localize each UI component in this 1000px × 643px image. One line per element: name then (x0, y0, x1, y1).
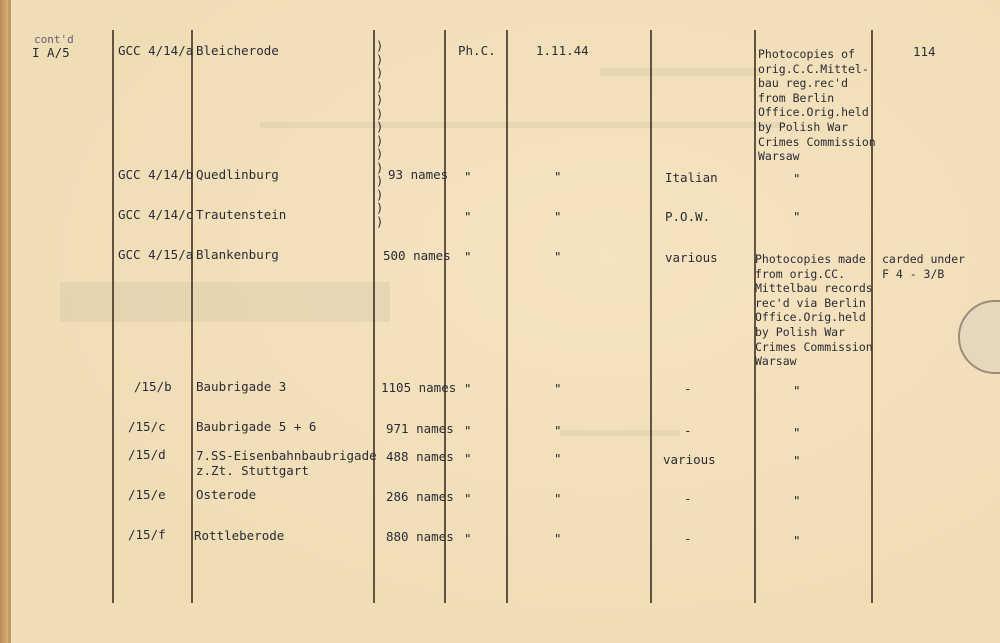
row-notes: " (793, 533, 801, 548)
column-rule (373, 30, 375, 603)
row-date: " (554, 169, 562, 184)
row-place: Rottleberode (194, 528, 285, 543)
row-place: Trautenstein (196, 207, 287, 222)
row-type: " (464, 491, 472, 506)
row-notes: " (793, 453, 801, 468)
row-count: 286 names (386, 489, 454, 504)
row-place: Blankenburg (196, 247, 279, 262)
row-nationality: - (684, 491, 692, 506)
row-nationality: - (684, 423, 692, 438)
row-ref: /15/e (128, 487, 166, 502)
row-type: " (464, 249, 472, 264)
row-notes: " (793, 493, 801, 508)
row-type: " (464, 169, 472, 184)
row-notes: " (793, 383, 801, 398)
row-place: Baubrigade 5 + 6 (196, 419, 317, 434)
margin-contd: cont'd (34, 33, 74, 46)
row-ref: /15/c (128, 419, 166, 434)
row-notes: " (793, 171, 801, 186)
row-count: 880 names (386, 529, 454, 544)
bleed-through-mark (560, 430, 680, 436)
column-rule (444, 30, 446, 603)
row-date: " (554, 209, 562, 224)
row-date: " (554, 249, 562, 264)
bracket-marks: ) ) ) ) ) ) ) ) ) ) ) ) ) ) (376, 39, 384, 229)
row-type: " (464, 423, 472, 438)
row-count: 500 names (383, 248, 451, 263)
bleed-through-mark (260, 122, 780, 128)
row-place: Osterode (196, 487, 257, 502)
row-date: " (554, 491, 562, 506)
bleed-through-mark (60, 282, 390, 322)
row-place: Quedlinburg (196, 167, 279, 182)
row-notes: " (793, 209, 801, 224)
column-rule (506, 30, 508, 603)
row-count: 971 names (386, 421, 454, 436)
row-date: " (554, 451, 562, 466)
row-nationality: - (684, 381, 692, 396)
row-count: 93 names (388, 167, 449, 182)
row-ref: GCC 4/15/a (118, 247, 194, 262)
row-place: 7.SS-Eisenbahnbaubrigade z.Zt. Stuttgart (196, 448, 377, 478)
row-type: " (464, 209, 472, 224)
row-nationality: various (663, 452, 716, 467)
row-nationality: - (684, 531, 692, 546)
row-ref: /15/b (134, 379, 172, 394)
row-notes: Photocopies of orig.C.C.Mittel- bau reg.rec'd from Berlin Office.Orig.held by Polish War Crimes Commission Warsaw (758, 47, 876, 164)
row-ref: GCC 4/14/c (118, 207, 194, 222)
row-remarks: carded under F 4 - 3/B (882, 252, 966, 281)
page-number: 114 (913, 44, 936, 59)
row-ref: GCC 4/14/b (118, 167, 194, 182)
row-ref: GCC 4/14/a (118, 43, 194, 58)
book-spine (0, 0, 8, 643)
row-nationality: various (665, 250, 718, 265)
row-nationality: Italian (665, 170, 718, 185)
row-date: 1.11.44 (536, 43, 589, 58)
row-type: " (464, 451, 472, 466)
row-count: 488 names (386, 449, 454, 464)
column-rule (112, 30, 114, 603)
row-date: " (554, 423, 562, 438)
bleed-through-mark (600, 68, 760, 76)
row-place: Baubrigade 3 (196, 379, 287, 394)
row-count: 1105 names (381, 380, 457, 395)
margin-reference: I A/5 (32, 45, 70, 60)
row-ref: /15/f (128, 527, 166, 542)
row-nationality: P.O.W. (665, 209, 711, 224)
row-type: " (464, 531, 472, 546)
row-place: Bleicherode (196, 43, 279, 58)
row-ref: /15/d (128, 447, 166, 462)
row-notes: Photocopies made from orig.CC. Mittelbau records rec'd via Berlin Office.Orig.held by Polish War Crimes Commission Warsaw (755, 252, 873, 369)
column-rule (650, 30, 652, 603)
row-type: " (464, 381, 472, 396)
row-date: " (554, 531, 562, 546)
column-rule (191, 30, 193, 603)
row-date: " (554, 381, 562, 396)
row-notes: " (793, 425, 801, 440)
row-type: Ph.C. (458, 43, 496, 58)
